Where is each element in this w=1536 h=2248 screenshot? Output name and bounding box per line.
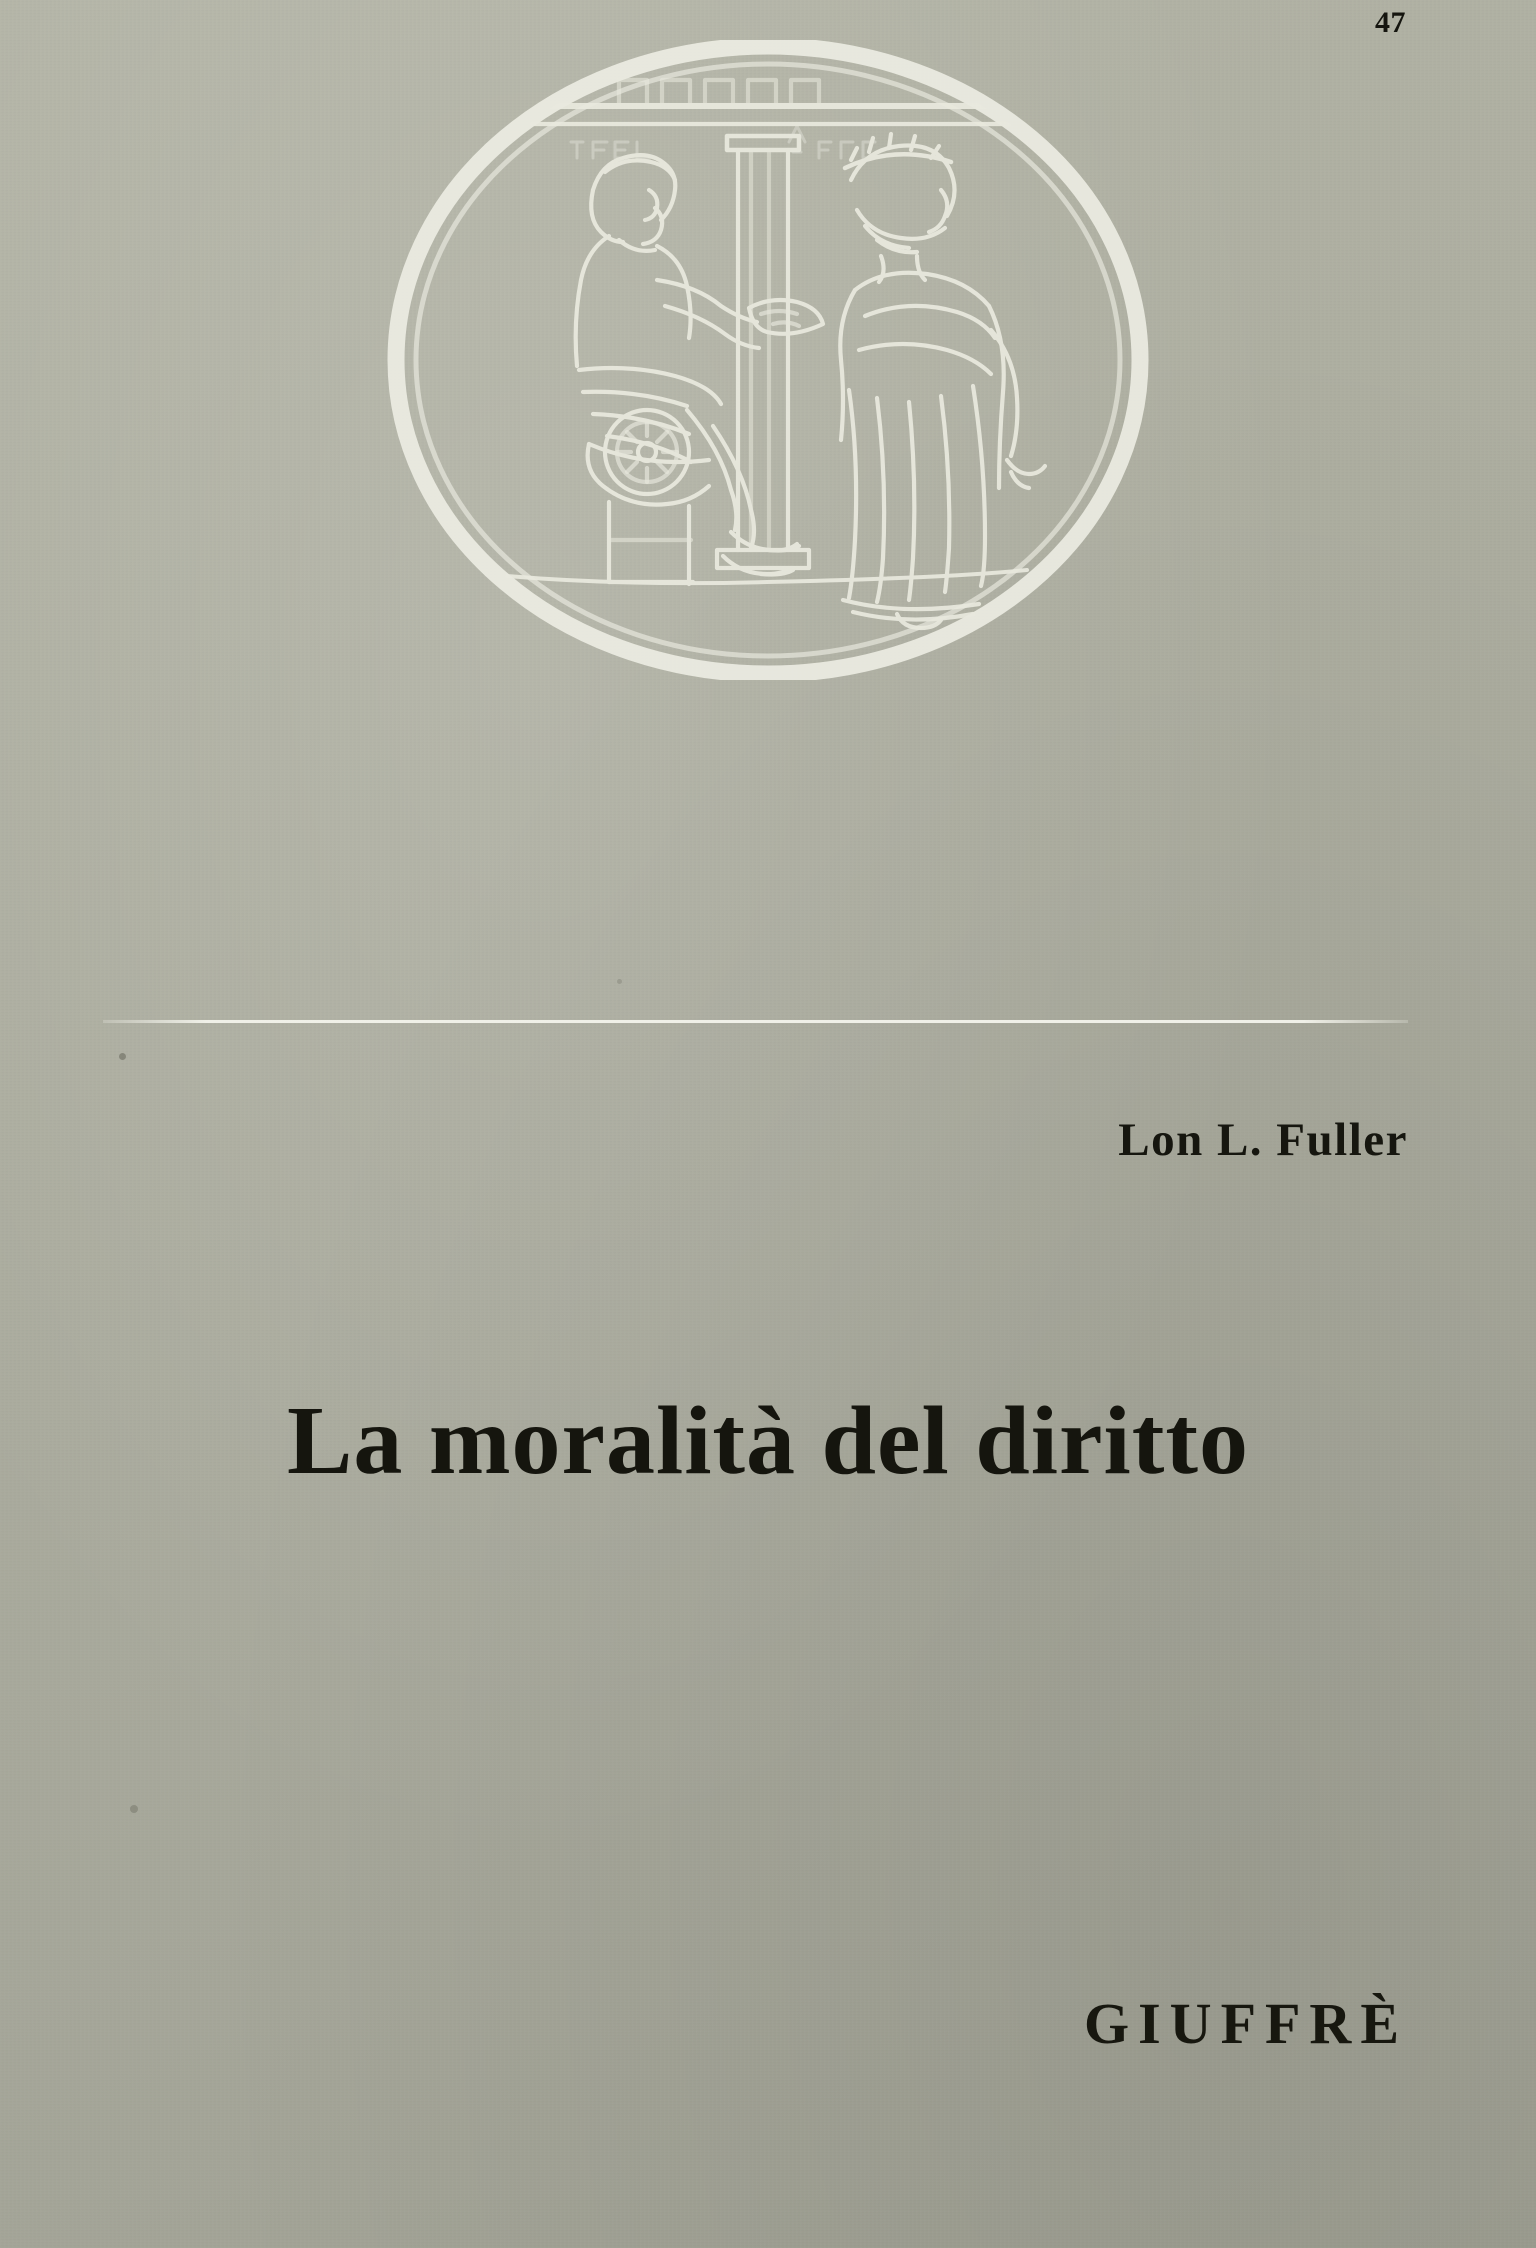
series-number: 47 — [1375, 6, 1406, 39]
greek-vase-medallion-icon — [357, 40, 1179, 680]
paper-speck — [119, 1053, 126, 1060]
publisher-name: GIUFFRÈ — [1084, 1991, 1408, 2056]
book-title: La moralità del diritto — [286, 1387, 1250, 1495]
divider-rule — [103, 1020, 1408, 1023]
author-name: Lon L. Fuller — [1118, 1114, 1408, 1166]
publisher-emblem — [0, 30, 1536, 690]
paper-speck — [130, 1805, 138, 1813]
paper-speck — [617, 979, 622, 984]
